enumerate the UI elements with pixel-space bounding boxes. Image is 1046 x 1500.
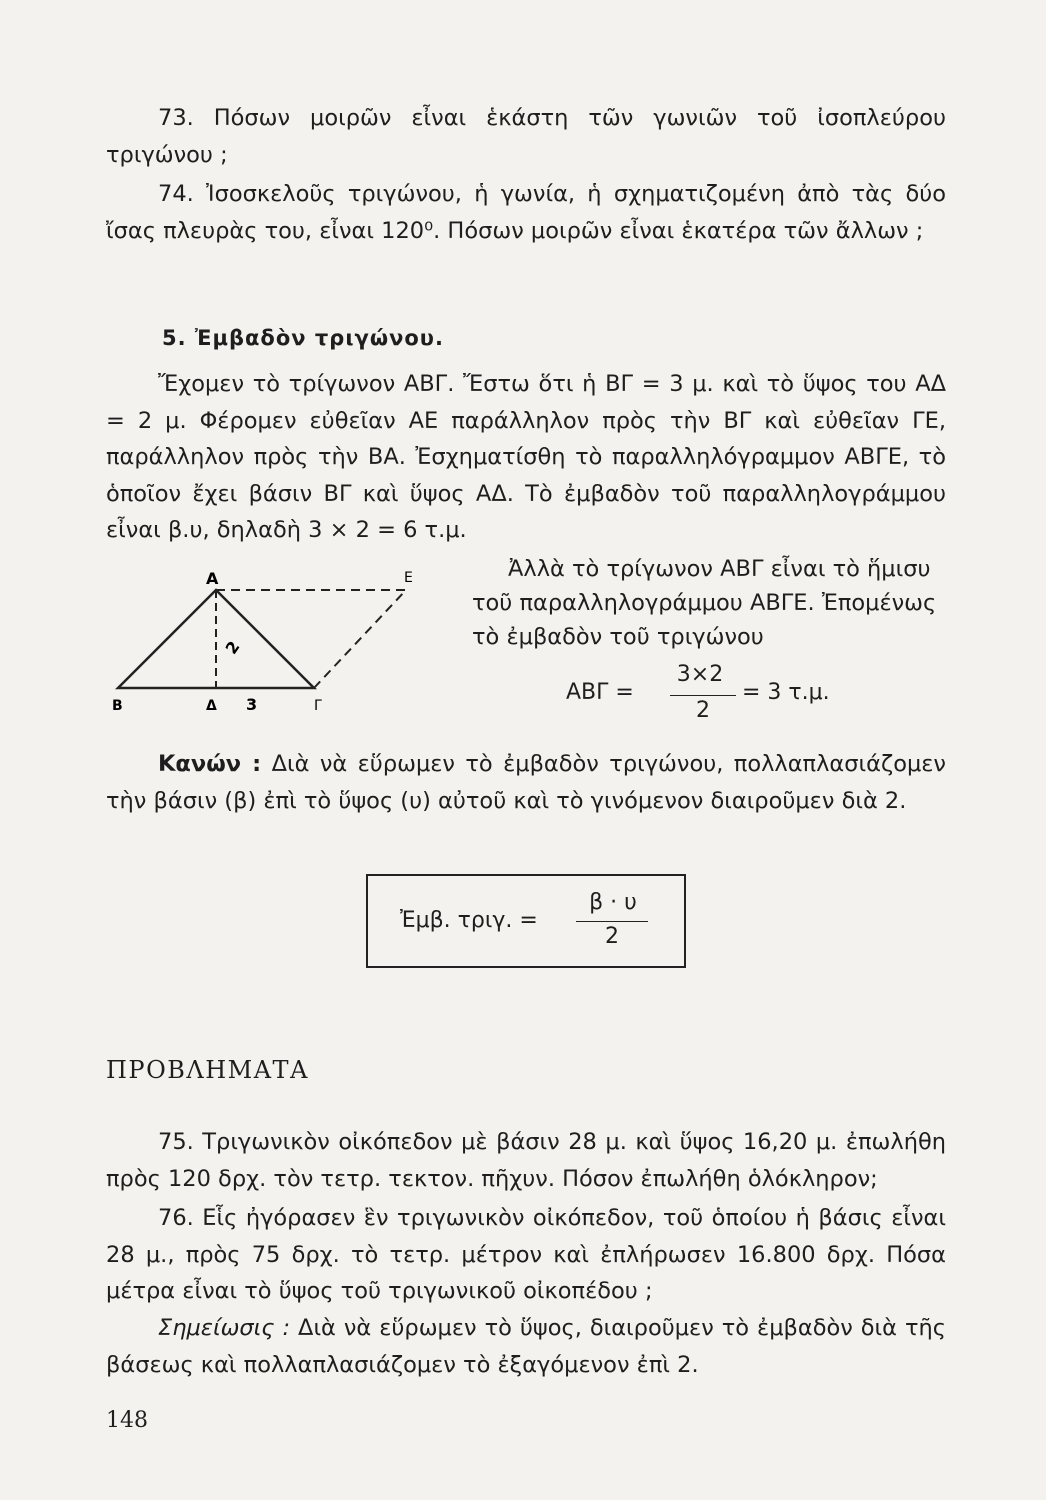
label-a: Α xyxy=(206,569,219,588)
section-paragraph: Ἔχομεν τὸ τρίγωνον ΑΒΓ. Ἔστω ὅτι ἡ ΒΓ = 3 μ. καὶ τὸ ὕψος του ΑΔ = 2 μ. Φέρομεν εὐθεῖαν ΑΕ παράλληλον πρὸς τὴν ΒΓ καὶ εὐθεῖαν ΓΕ, παράλληλον πρὸς τὴν ΒΑ. Ἐσχηματίσθη τὸ παραλληλόγραμμον ΑΒΓΕ, τὸ ὁποῖον ἔχει βάσιν ΒΓ καὶ ὕψος ΑΔ. Τὸ ἐμβαδὸν τοῦ παραλληλογράμμου εἶναι β.υ, δηλαδὴ 3 × 2 = 6 τ.μ. xyxy=(106,371,946,543)
boxed-formula-numerator: β · υ xyxy=(589,890,637,915)
fraction-bar xyxy=(576,921,648,922)
label-e: Ε xyxy=(404,570,413,586)
note-paragraph xyxy=(106,1310,946,1383)
right-column-text: Ἀλλὰ τὸ τρίγωνον ΑΒΓ εἶναι τὸ ἥμισυ τοῦ παραλληλογράμμου ΑΒΓΕ. Ἐπομένως τὸ ἐμβαδὸν τοῦ τριγώνου xyxy=(472,556,937,650)
label-base: 3 xyxy=(246,695,258,714)
label-g: Γ xyxy=(314,698,322,714)
dashed-line-ge xyxy=(314,590,406,688)
page-number: 148 xyxy=(106,1408,148,1433)
problem-75: 75. Τριγωνικὸν οἰκόπεδον μὲ βάσιν 28 μ. καὶ ὕψος 16,20 μ. ἐπωλήθη πρὸς 120 δρχ. τὸν τετρ. τεκτον. πῆχυν. Πόσον ἐπωλήθη ὁλόκληρον; xyxy=(106,1129,946,1192)
area-formula xyxy=(560,662,860,722)
label-d: Δ xyxy=(206,698,217,714)
label-b: Β xyxy=(112,698,123,714)
fraction-bar xyxy=(670,695,736,696)
triangle-figure xyxy=(108,560,428,720)
rule-text: Διὰ νὰ εὕρωμεν τὸ ἐμβαδὸν τριγώνου, πολλαπλασιάζομεν τὴν βάσιν (β) ἐπὶ τὸ ὕψος (υ) αὐτοῦ καὶ τὸ γινόμενον διαιροῦμεν διὰ 2. xyxy=(106,751,946,814)
boxed-formula xyxy=(366,874,686,968)
area-formula-rhs: = 3 τ.μ. xyxy=(742,680,830,705)
note-text: Διὰ νὰ εὕρωμεν τὸ ὕψος, διαιροῦμεν τὸ ἐμβαδὸν διὰ τῆς βάσεως καὶ πολλαπλασιάζομεν τὸ ἐξαγόμενον ἐπὶ 2. xyxy=(106,1315,946,1378)
label-height: 2 xyxy=(221,637,244,658)
note-label: Σημείωσις : xyxy=(158,1315,291,1341)
problem-74: 74. Ἰσοσκελοῦς τριγώνου, ἡ γωνία, ἡ σχηματιζομένη ἀπὸ τὰς δύο ἴσας πλευρὰς του, εἶναι 120⁰. Πόσων μοιρῶν εἶναι ἑκατέρα τῶν ἄλλων ; xyxy=(106,181,946,244)
boxed-formula-denominator: 2 xyxy=(605,924,619,949)
problem-76: 76. Εἷς ἠγόρασεν ἓν τριγωνικὸν οἰκόπεδον, τοῦ ὁποίου ἡ βάσις εἶναι 28 μ., πρὸς 75 δρχ. τὸ τετρ. μέτρον καὶ ἐπλήρωσεν 16.800 δρχ. Πόσα μέτρα εἶναι τὸ ὕψος τοῦ τριγωνικοῦ οἰκοπέδου ; xyxy=(106,1205,946,1304)
section-heading: 5. Ἐμβαδὸν τριγώνου. xyxy=(162,326,444,350)
area-formula-denominator: 2 xyxy=(696,698,710,723)
boxed-formula-lhs: Ἐμβ. τριγ. = xyxy=(400,908,538,933)
rule-label: Κανών : xyxy=(158,751,262,777)
rule-paragraph xyxy=(106,746,946,819)
area-formula-numerator: 3×2 xyxy=(676,662,724,687)
problems-title: ΠΡΟΒΛΗΜΑΤΑ xyxy=(106,1056,309,1084)
area-formula-lhs: ΑΒΓ = xyxy=(566,680,634,705)
problem-73: 73. Πόσων μοιρῶν εἶναι ἑκάστη τῶν γωνιῶν τοῦ ἰσοπλεύρου τριγώνου ; xyxy=(106,105,946,168)
